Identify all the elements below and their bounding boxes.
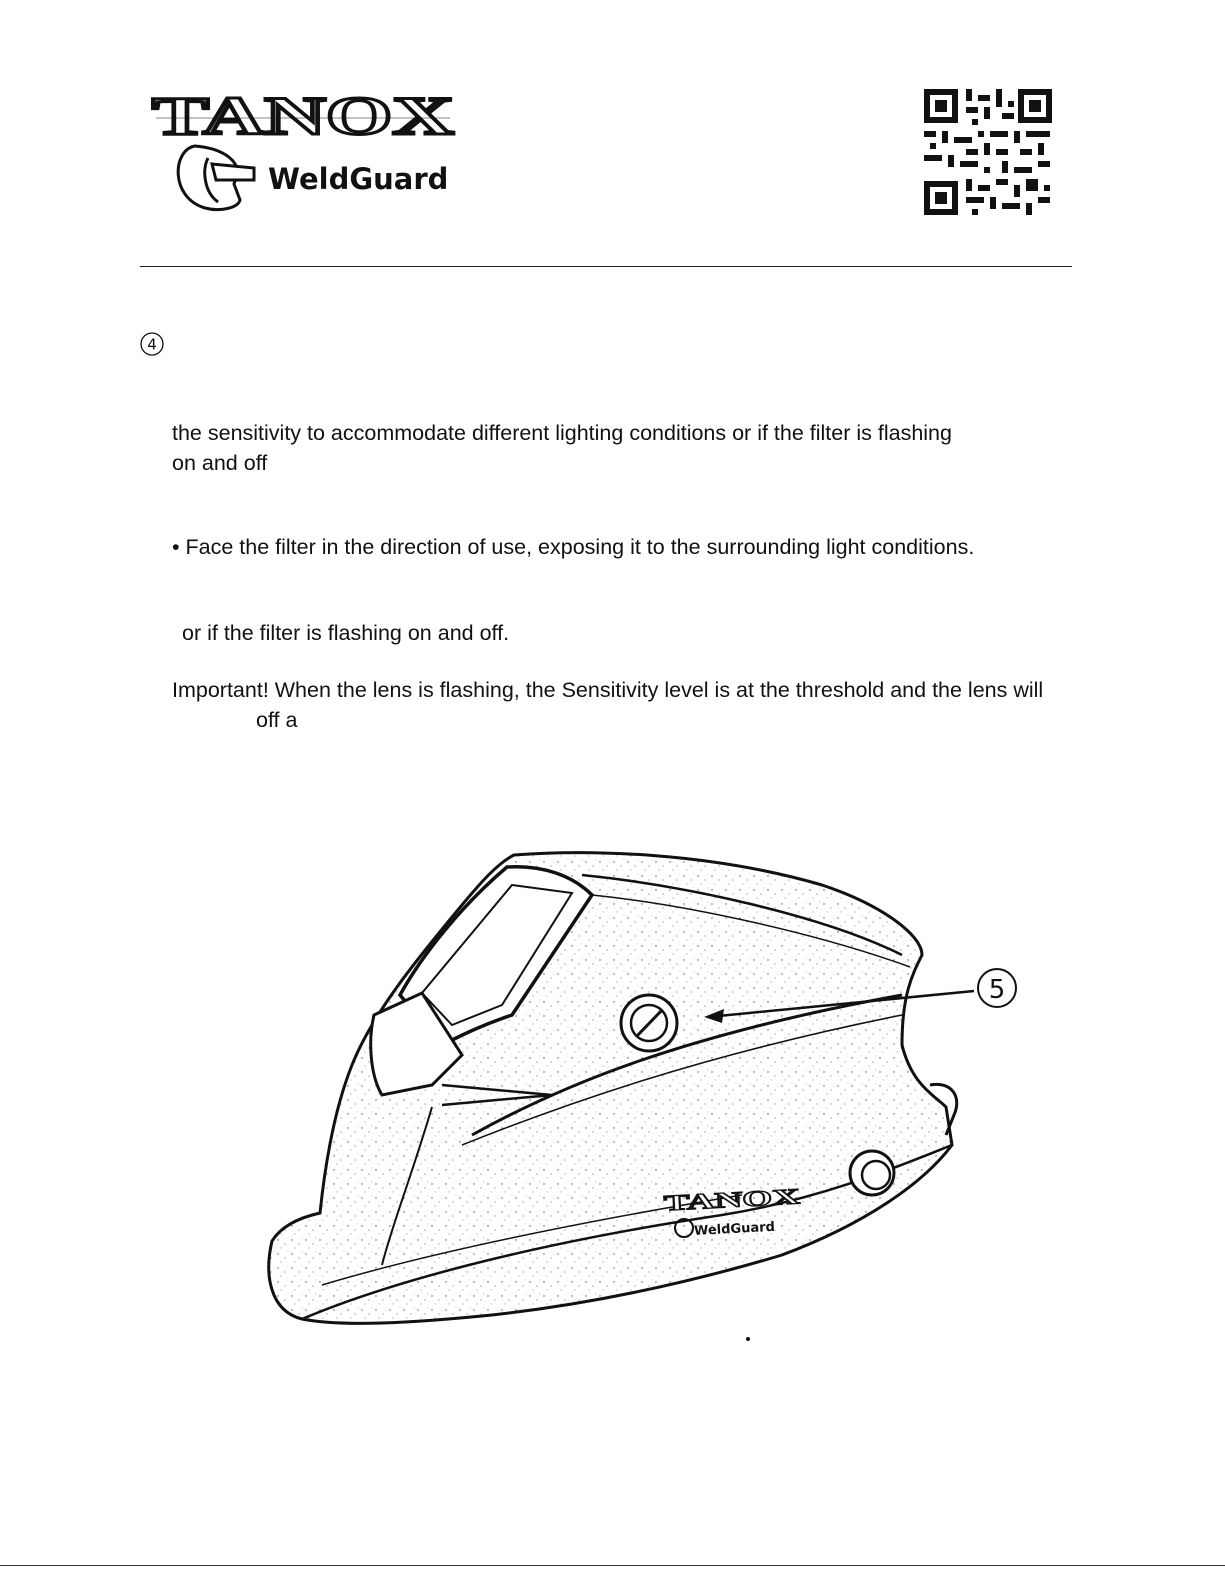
welding-helmet-illustration <box>262 845 1032 1345</box>
tanox-weldguard-logo <box>150 88 460 218</box>
helmet-logo-icon <box>178 146 254 210</box>
instruction-line-3: or if the filter is flashing on and off. <box>182 621 510 645</box>
instruction-line-1: the sensitivity to accommodate different lighting conditions or if the filter is flashing <box>172 421 952 445</box>
important-note-line-2: off a <box>256 708 298 732</box>
svg-text:WeldGuard: WeldGuard <box>693 1219 776 1239</box>
headgear-knob <box>850 1151 894 1195</box>
svg-text:5: 5 <box>988 975 1006 1005</box>
header-divider <box>140 266 1072 267</box>
logo-sub-text: WeldGuard <box>268 162 449 196</box>
qr-code <box>922 87 1054 217</box>
important-note-line-1: Important! When the lens is flashing, the Sensitivity level is at the threshold and the lens will <box>172 678 1044 702</box>
page-bottom-edge <box>0 1565 1225 1566</box>
instruction-bullet: • Face the filter in the direction of use, exposing it to the surrounding light conditions. <box>172 535 975 559</box>
svg-text:TANOX: TANOX <box>663 1186 743 1216</box>
callout-number-marker <box>978 969 1016 1007</box>
section-number-marker <box>137 329 167 359</box>
sensitivity-knob <box>621 995 677 1051</box>
logo-brand-text: TANOX <box>152 88 454 146</box>
svg-text:4: 4 <box>147 335 157 354</box>
instruction-line-2: on and off <box>172 451 268 475</box>
